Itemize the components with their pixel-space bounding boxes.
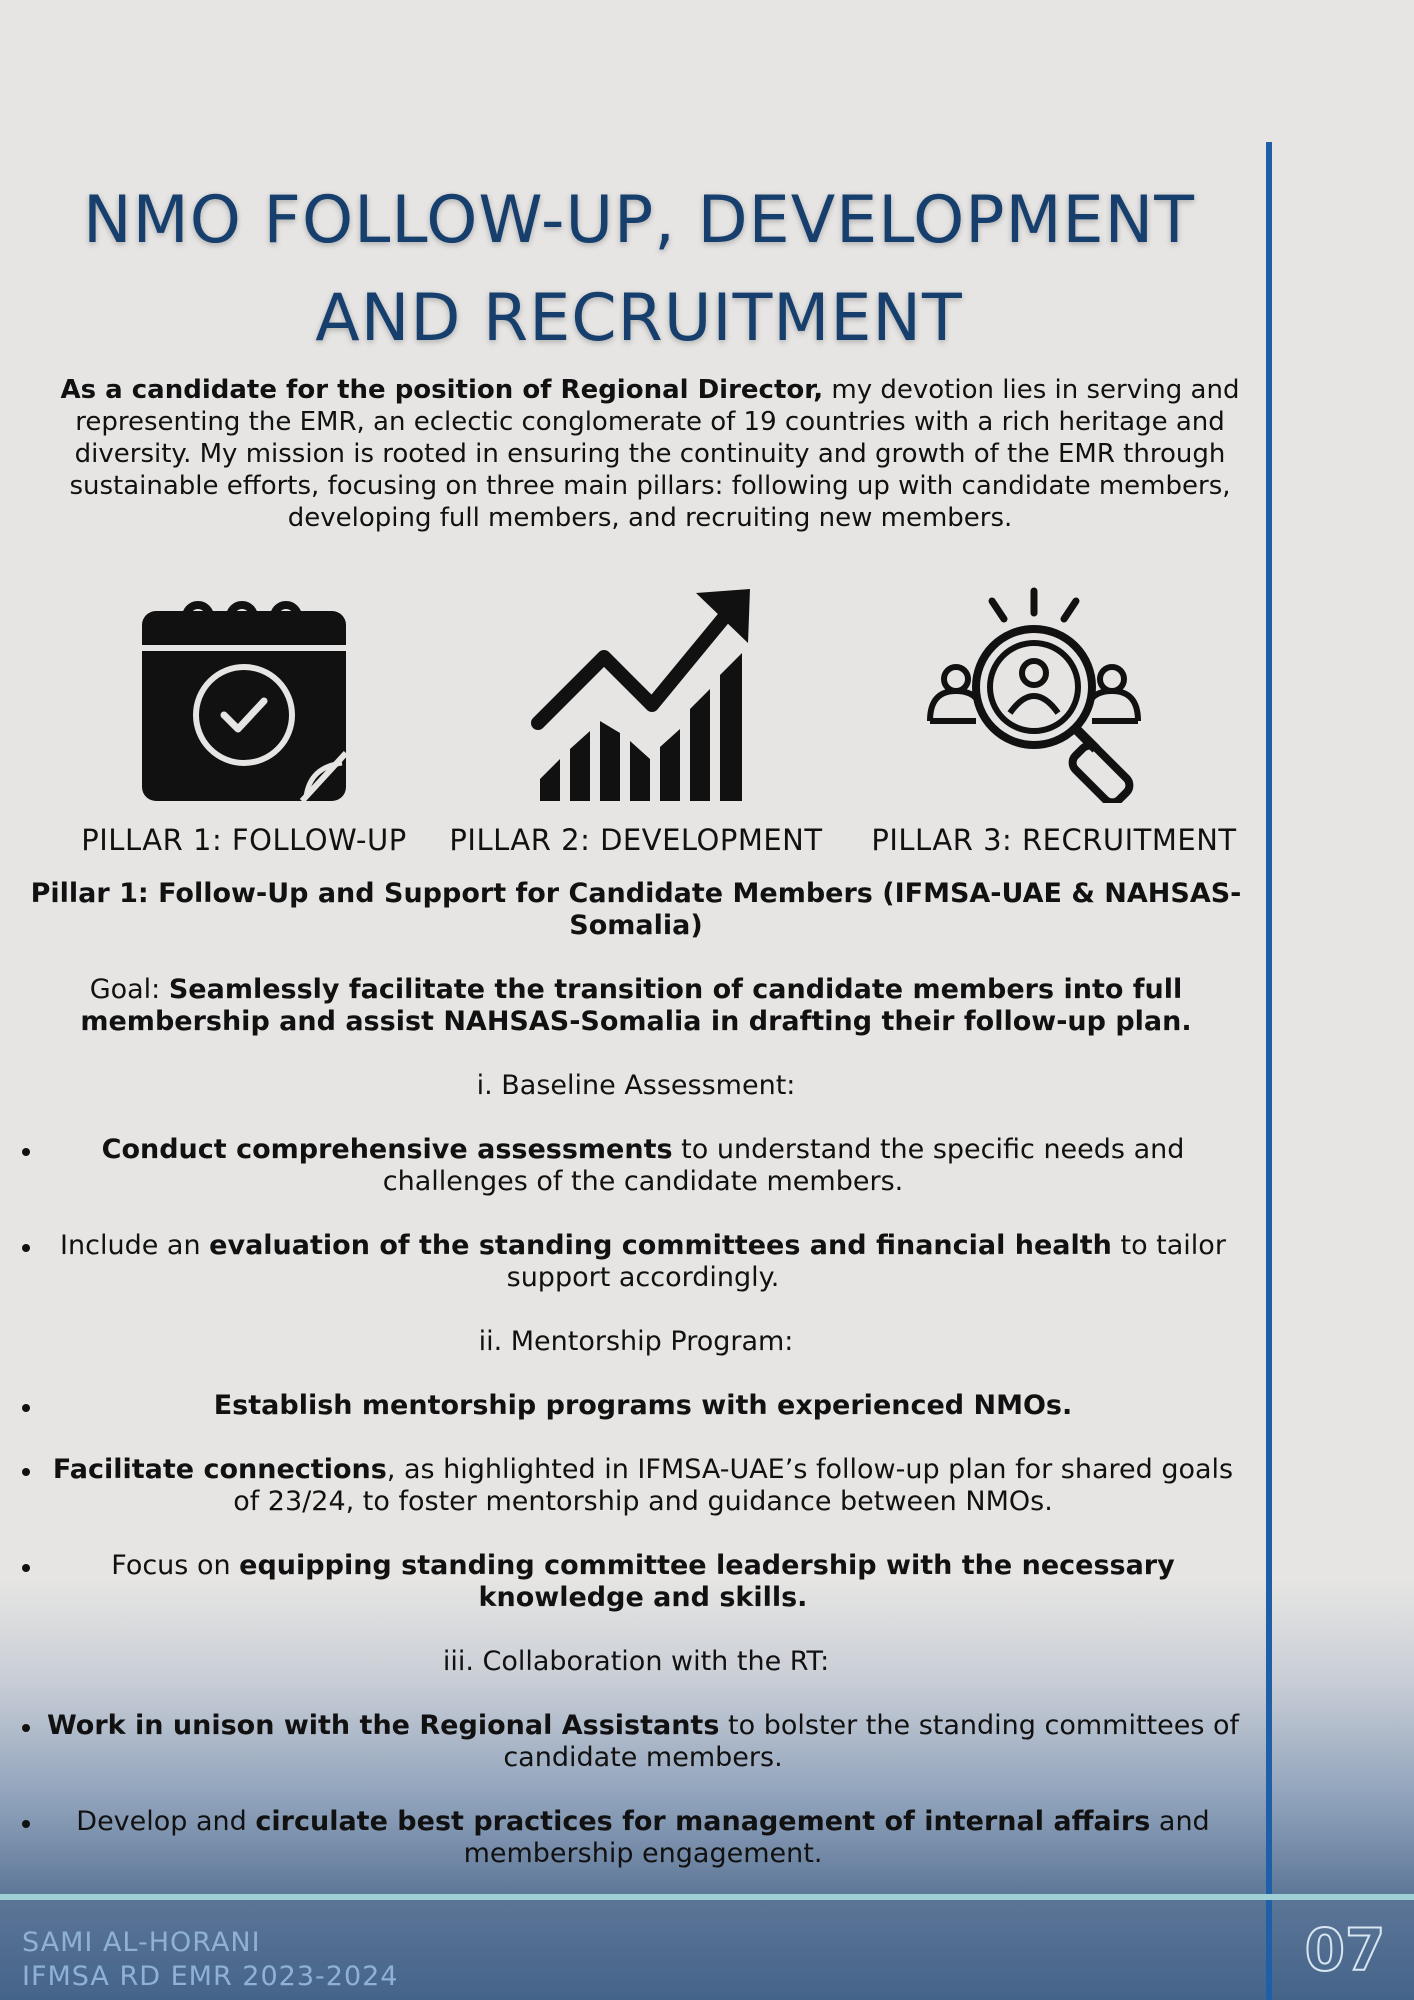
- bullet-list-collaboration: [12, 1710, 1260, 1870]
- subheading-collaboration-rt: iii. Collaboration with the RT:: [442, 1646, 830, 1677]
- bullet-bold: evaluation of the standing committees and financial health: [209, 1230, 1112, 1261]
- people-search-icon: [824, 583, 1244, 803]
- footer: [0, 1900, 1414, 2000]
- vertical-accent-line: [1266, 142, 1272, 1894]
- intro-paragraph: [40, 374, 1260, 534]
- footer-author: [22, 1926, 398, 1994]
- pillar-1-section: [12, 878, 1260, 1870]
- list-item: [12, 1134, 1260, 1198]
- bullet-text: , as highlighted in IFMSA-UAE’s follow-up plan for shared goals of 23/24, to foster mentorship and guidance between NMOs.: [233, 1454, 1234, 1517]
- goal-text: Seamlessly facilitate the transition of candidate members into full membership and assist NAHSAS-Somalia in drafting their follow-up plan.: [80, 974, 1192, 1037]
- intro-bold: As a candidate for the position of Regional Director,: [60, 375, 824, 405]
- bullet-text: Develop and: [76, 1806, 256, 1837]
- list-item: [12, 1454, 1260, 1518]
- subheading-baseline-assessment: i. Baseline Assessment:: [476, 1070, 796, 1101]
- calendar-check-icon: [34, 583, 454, 803]
- author-name: SAMI AL-HORANI: [22, 1927, 261, 1958]
- list-item: [12, 1230, 1260, 1294]
- list-item: [12, 1550, 1260, 1614]
- goal-prefix: Goal:: [89, 974, 169, 1005]
- bullet-text: to understand the specific needs and challenges of the candidate members.: [382, 1134, 1185, 1197]
- footer-accent-line: [1266, 1900, 1272, 2000]
- page-number: 07: [1304, 1916, 1386, 1984]
- pillar-3: [824, 583, 1244, 813]
- list-item: [12, 1710, 1260, 1774]
- pillar-3-label: PILLAR 3: RECRUITMENT: [871, 823, 1237, 857]
- intro-text: my devotion lies in serving and representing the EMR, an eclectic conglomerate of 19 countries with a rich heritage and diversity. My mission is rooted in ensuring the continuity and growth of the EMR through sustainable efforts, focusing on three main pillars: following up with candidate members, developing full members, and recruiting new members.: [69, 375, 1240, 533]
- bullet-list-mentorship: [12, 1390, 1260, 1614]
- bullet-bold: Facilitate connections: [52, 1454, 387, 1485]
- bullet-bold: equipping standing committee leadership with the necessary knowledge and skills.: [239, 1550, 1175, 1613]
- list-item: [12, 1390, 1260, 1422]
- growth-chart-icon: [426, 583, 846, 803]
- bullet-text: to tailor support accordingly.: [506, 1230, 1226, 1293]
- bullet-text: Include an: [60, 1230, 210, 1261]
- pillar-2: [426, 583, 846, 813]
- bullet-text: Focus on: [111, 1550, 240, 1581]
- bullet-bold: Work in unison with the Regional Assistants: [46, 1710, 720, 1741]
- pillar-1: [34, 583, 454, 813]
- bullet-text: to bolster the standing committees of candidate members.: [503, 1710, 1240, 1773]
- page-title: [0, 172, 1278, 368]
- bullet-text: and membership engagement.: [463, 1806, 1210, 1869]
- bullet-bold: Conduct comprehensive assessments: [101, 1134, 673, 1165]
- subheading-mentorship-program: ii. Mentorship Program:: [478, 1326, 794, 1357]
- author-role: IFMSA RD EMR 2023-2024: [22, 1961, 399, 1992]
- list-item: [12, 1806, 1260, 1870]
- section-heading: Pillar 1: Follow-Up and Support for Candidate Members (IFMSA-UAE & NAHSAS-Somalia): [30, 878, 1242, 941]
- page-title-line-1: NMO FOLLOW-UP, DEVELOPMENT: [83, 183, 1195, 258]
- bullet-bold: circulate best practices for management of internal affairs: [255, 1806, 1151, 1837]
- goal-statement: [12, 974, 1260, 1038]
- pillar-2-label: PILLAR 2: DEVELOPMENT: [449, 823, 823, 857]
- page-title-line-2: AND RECRUITMENT: [315, 281, 963, 356]
- bullet-bold: Establish mentorship programs with experienced NMOs.: [213, 1390, 1073, 1421]
- bullet-list-baseline: [12, 1134, 1260, 1294]
- pillar-1-label: PILLAR 1: FOLLOW-UP: [81, 823, 407, 857]
